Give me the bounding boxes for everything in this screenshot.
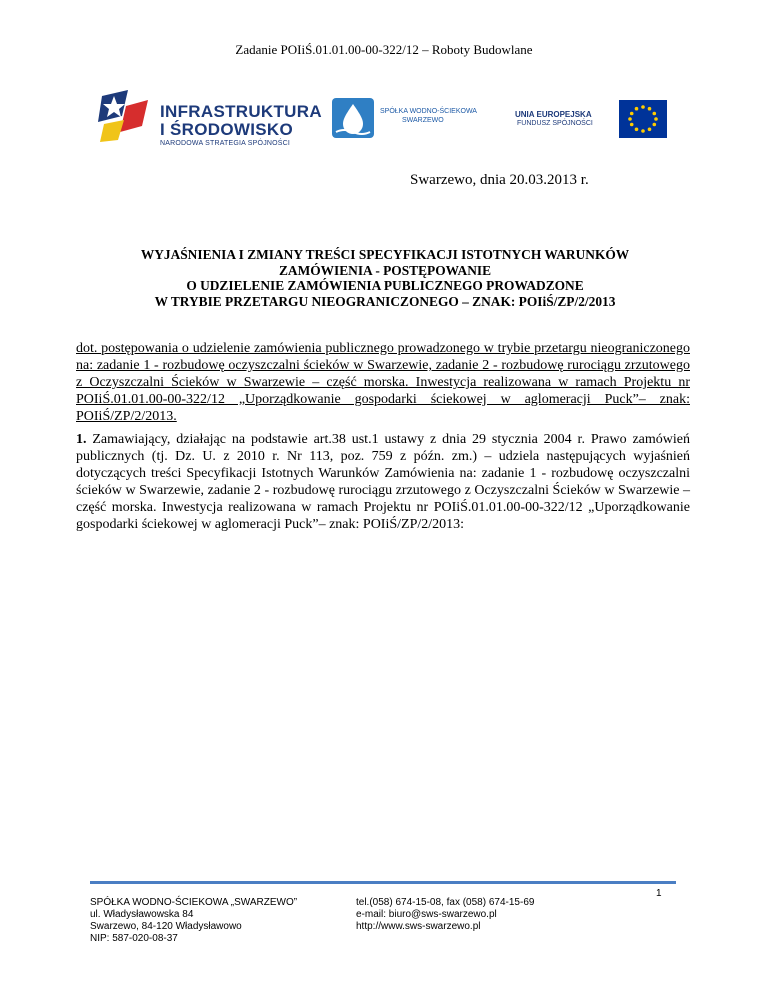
footer-website[interactable]: http://www.sws-swarzewo.pl bbox=[356, 921, 481, 932]
subject-paragraph bbox=[76, 340, 690, 425]
footer-line: tel.(058) 674-15-08, fax (058) 674-15-69 bbox=[356, 897, 535, 908]
footer-line: SPÓŁKA WODNO-ŚCIEKOWA „SWARZEWO” bbox=[90, 897, 298, 908]
eu-line2: FUNDUSZ SPÓJNOŚCI bbox=[517, 120, 593, 127]
title-line: O UDZIELENIE ZAMÓWIENIA PUBLICZNEGO PROWADZONE bbox=[186, 278, 584, 293]
logo-strip bbox=[90, 84, 680, 146]
title-line: WYJAŚNIENIA I ZMIANY TREŚCI SPECYFIKACJI ISTOTNYCH WARUNKÓW bbox=[140, 247, 630, 262]
paragraph-number: 1. bbox=[76, 432, 87, 447]
eu-flag-icon bbox=[619, 100, 667, 138]
footer-line: ul. Władysławowska 84 bbox=[90, 909, 194, 920]
footer-divider bbox=[90, 881, 676, 884]
infrastruktura-logo bbox=[98, 84, 322, 147]
footer-contact-info bbox=[356, 897, 616, 933]
page-number: 1 bbox=[656, 888, 662, 899]
eu-line1: UNIA EUROPEJSKA bbox=[515, 110, 592, 119]
sws-line1: SPÓŁKA WODNO-ŚCIEKOWA bbox=[380, 108, 477, 115]
title-line: ZAMÓWIENIA - POSTĘPOWANIE bbox=[278, 262, 492, 278]
date-line: Swarzewo, dnia 20.03.2013 r. bbox=[410, 172, 589, 188]
infrastruktura-line3: NARODOWA STRATEGIA SPÓJNOŚCI bbox=[160, 140, 291, 147]
document-title bbox=[80, 247, 690, 309]
footer-line: Swarzewo, 84-120 Władysławowo bbox=[90, 921, 242, 932]
running-header: Zadanie POIiŚ.01.01.00-00-322/12 – Roboty Budowlane bbox=[235, 42, 533, 57]
sws-line2: SWARZEWO bbox=[402, 117, 444, 124]
footer-company-info bbox=[90, 897, 340, 945]
title-line: W TRYBIE PRZETARGU NIEOGRANICZONEGO – ZNAK: POIiŚ/ZP/2/2013 bbox=[154, 293, 616, 309]
footer-line: NIP: 587-020-08-37 bbox=[90, 933, 178, 944]
infrastruktura-mark-icon bbox=[98, 86, 150, 142]
footer-email[interactable]: e-mail: biuro@sws-swarzewo.pl bbox=[356, 909, 497, 920]
infrastruktura-line2: I ŚRODOWISKO bbox=[160, 120, 293, 139]
clarification-text: Zamawiający, działając na podstawie art.38 ust.1 ustawy z dnia 29 stycznia 2004 r. Prawo zamówień publicznych (tj. Dz. U. z 2010 r. Nr 113, poz. 759 z późn. zm.) – udziela następujących wyjaśnień dotyczących treści Specyfikacji Istotnych Warunków Zamówienia na: zadanie 1 - rozbudowę oczyszczalni ścieków w Swarzewie, zadanie 2 - rozbudowę rurociągu zrzutowego z Oczyszczalni Ścieków w Swarzewie – część morska. Inwestycja realizowana w ramach Projektu nr POIiŚ.01.01.00-00-322/12 „Uporządkowanie gospodarki ściekowej w aglomeracji Puck”– znak: POIiŚ/ZP/2/2013: bbox=[76, 432, 690, 532]
eu-logo bbox=[515, 98, 683, 138]
subject-text: postępowania o udzielenie zamówienia publicznego prowadzonego w trybie przetargu nieograniczonego na: zadanie 1 - rozbudowę oczyszczalni ścieków w Swarzewie, zadanie 2 - rozbudowę rurociągu zrzutowego z Oczyszczalni Ścieków w Swarzewie – część morska. Inwestycja realizowana w ramach Projektu nr POIiŚ.01.01.00-00-322/12 „Uporządkowanie gospodarki ściekowej w aglomeracji Puck”– znak: POIiŚ/ZP/2/2013. bbox=[76, 341, 690, 424]
water-drop-icon bbox=[332, 98, 374, 138]
clarification-paragraph bbox=[76, 431, 690, 533]
sws-logo bbox=[332, 98, 492, 138]
infrastruktura-line1: INFRASTRUKTURA bbox=[160, 102, 322, 121]
subject-lead: dot. bbox=[76, 341, 102, 356]
